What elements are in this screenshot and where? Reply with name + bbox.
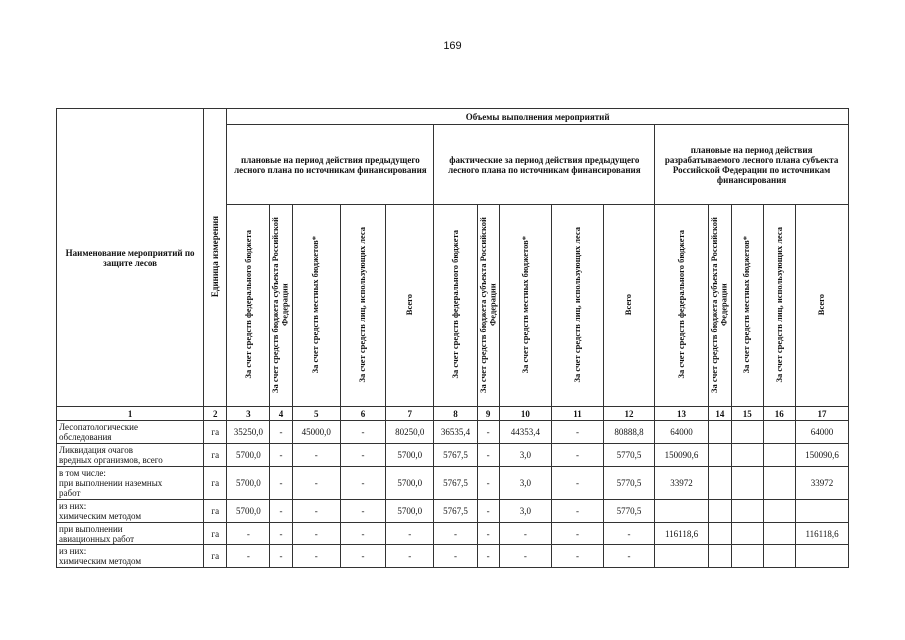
column-number: 17 <box>796 407 849 421</box>
source-column-header: За счет средств федерального бюджета <box>227 204 270 407</box>
table-row <box>57 500 849 523</box>
value-cell <box>708 444 731 467</box>
value-cell: 44353,4 <box>499 421 552 444</box>
table-row <box>57 466 849 499</box>
measure-name-line: Лесопатологические <box>59 422 138 433</box>
measure-name-line: из них: <box>59 546 87 557</box>
value-cell: - <box>340 444 385 467</box>
value-cell: 5770,5 <box>603 444 655 467</box>
value-cell: 3,0 <box>499 500 552 523</box>
value-cell: 5700,0 <box>227 466 270 499</box>
measure-name-line: в том числе: <box>59 467 106 478</box>
value-cell: - <box>477 444 499 467</box>
value-cell <box>731 444 763 467</box>
table-row <box>57 421 849 444</box>
value-cell: 64000 <box>796 421 849 444</box>
value-cell: 116118,6 <box>796 522 849 545</box>
value-cell: - <box>552 444 604 467</box>
value-cell <box>708 522 731 545</box>
value-cell: - <box>552 466 604 499</box>
value-cell <box>763 444 796 467</box>
group-header-actual-previous: фактические за период действия предыдущего лесного плана по источникам финансирования <box>434 125 655 205</box>
value-cell <box>796 545 849 568</box>
unit-cell: га <box>204 421 227 444</box>
value-cell: - <box>552 545 604 568</box>
value-cell <box>796 500 849 523</box>
value-cell: 5767,5 <box>434 444 477 467</box>
value-cell: - <box>292 466 340 499</box>
value-cell: - <box>340 421 385 444</box>
value-cell: - <box>499 545 552 568</box>
column-number: 4 <box>270 407 292 421</box>
value-cell: - <box>227 545 270 568</box>
source-column-header: За счет средств лиц, использующих леса <box>763 204 796 407</box>
value-cell <box>655 500 709 523</box>
column-number: 13 <box>655 407 709 421</box>
value-cell: - <box>386 545 434 568</box>
measure-name-line: химическим методом <box>59 510 142 521</box>
value-cell <box>731 466 763 499</box>
value-cell: - <box>434 522 477 545</box>
measure-name <box>57 500 204 523</box>
value-cell: - <box>292 500 340 523</box>
measure-name-line: при выполнении <box>59 523 123 534</box>
source-column-header: За счет средств бюджета субъекта Российской Федерации <box>270 204 292 407</box>
value-cell <box>708 421 731 444</box>
value-cell: 5767,5 <box>434 500 477 523</box>
value-cell: - <box>270 421 292 444</box>
value-cell: 80888,8 <box>603 421 655 444</box>
source-column-header: Всего <box>796 204 849 407</box>
value-cell: 33972 <box>796 466 849 499</box>
value-cell: 3,0 <box>499 444 552 467</box>
source-column-header: За счет средств лиц, использующих леса <box>340 204 385 407</box>
source-column-header: За счет средств федерального бюджета <box>655 204 709 407</box>
column-number: 2 <box>204 407 227 421</box>
value-cell <box>763 466 796 499</box>
source-column-header: За счет средств бюджета субъекта Российской Федерации <box>477 204 499 407</box>
unit-cell: га <box>204 522 227 545</box>
value-cell: 5700,0 <box>227 444 270 467</box>
value-cell: - <box>434 545 477 568</box>
forest-protection-measures-table <box>56 108 849 568</box>
volumes-header: Объемы выполнения мероприятий <box>227 109 849 125</box>
value-cell: - <box>552 522 604 545</box>
value-cell <box>731 421 763 444</box>
value-cell <box>763 522 796 545</box>
table-row <box>57 522 849 545</box>
column-number: 1 <box>57 407 204 421</box>
value-cell: 45000,0 <box>292 421 340 444</box>
value-cell: - <box>292 522 340 545</box>
value-cell: - <box>340 522 385 545</box>
value-cell: 5700,0 <box>386 466 434 499</box>
measure-name-line: из них: <box>59 500 87 511</box>
column-number: 11 <box>552 407 604 421</box>
value-cell: - <box>477 522 499 545</box>
value-cell: - <box>477 421 499 444</box>
value-cell: 150090,6 <box>796 444 849 467</box>
source-column-header: За счет средств местных бюджетов* <box>731 204 763 407</box>
value-cell: - <box>340 500 385 523</box>
value-cell <box>731 545 763 568</box>
source-column-header: Всего <box>386 204 434 407</box>
value-cell: - <box>292 545 340 568</box>
value-cell: - <box>477 545 499 568</box>
source-column-header: За счет средств местных бюджетов* <box>499 204 552 407</box>
page-number: 169 <box>443 40 462 52</box>
source-column-header: За счет средств федерального бюджета <box>434 204 477 407</box>
column-number: 14 <box>708 407 731 421</box>
source-column-header: За счет средств лиц, использующих леса <box>552 204 604 407</box>
value-cell: - <box>270 500 292 523</box>
value-cell: - <box>270 522 292 545</box>
value-cell: - <box>477 466 499 499</box>
value-cell <box>655 545 709 568</box>
column-number: 12 <box>603 407 655 421</box>
unit-cell: га <box>204 545 227 568</box>
value-cell <box>708 466 731 499</box>
measure-name <box>57 444 204 467</box>
value-cell: 3,0 <box>499 466 552 499</box>
value-cell: 5700,0 <box>386 500 434 523</box>
column-number: 9 <box>477 407 499 421</box>
value-cell: 64000 <box>655 421 709 444</box>
value-cell <box>708 500 731 523</box>
value-cell: 80250,0 <box>386 421 434 444</box>
value-cell: - <box>270 466 292 499</box>
table-row <box>57 545 849 568</box>
measure-name-line: работ <box>59 487 81 498</box>
unit-column-header: Единица измерения <box>204 109 227 407</box>
group-header-planned-new: плановые на период действия разрабатываемого лесного плана субъекта Российской Федерации по источникам финансирования <box>655 125 849 205</box>
value-cell: 5700,0 <box>227 500 270 523</box>
value-cell: 36535,4 <box>434 421 477 444</box>
unit-cell: га <box>204 466 227 499</box>
column-number: 16 <box>763 407 796 421</box>
measure-name-line: авиационных работ <box>59 533 135 544</box>
value-cell: - <box>499 522 552 545</box>
value-cell <box>763 500 796 523</box>
table-row <box>57 444 849 467</box>
column-number: 6 <box>340 407 385 421</box>
measure-name <box>57 545 204 568</box>
value-cell: 35250,0 <box>227 421 270 444</box>
value-cell: 33972 <box>655 466 709 499</box>
column-number: 5 <box>292 407 340 421</box>
value-cell: - <box>270 444 292 467</box>
value-cell: - <box>477 500 499 523</box>
column-number: 15 <box>731 407 763 421</box>
value-cell <box>708 545 731 568</box>
value-cell: - <box>603 522 655 545</box>
value-cell: 5700,0 <box>386 444 434 467</box>
group-header-planned-previous: плановые на период действия предыдущего лесного плана по источникам финансирования <box>227 125 434 205</box>
unit-cell: га <box>204 500 227 523</box>
measure-name <box>57 522 204 545</box>
value-cell: - <box>552 500 604 523</box>
unit-cell: га <box>204 444 227 467</box>
name-column-header: Наименование мероприятий по защите лесов <box>57 109 204 407</box>
value-cell <box>763 421 796 444</box>
value-cell <box>731 522 763 545</box>
value-cell <box>731 500 763 523</box>
value-cell: - <box>603 545 655 568</box>
measure-name-line: химическим методом <box>59 556 142 567</box>
column-number: 3 <box>227 407 270 421</box>
value-cell: 5770,5 <box>603 466 655 499</box>
measure-name-line: вредных организмов, всего <box>59 454 163 465</box>
value-cell: - <box>386 522 434 545</box>
column-number: 10 <box>499 407 552 421</box>
measure-name <box>57 466 204 499</box>
source-column-header: Всего <box>603 204 655 407</box>
value-cell: 5767,5 <box>434 466 477 499</box>
measure-name-line: при выполнении наземных <box>59 477 163 488</box>
value-cell: - <box>340 466 385 499</box>
source-column-header: За счет средств бюджета субъекта Российской Федерации <box>708 204 731 407</box>
value-cell: - <box>227 522 270 545</box>
value-cell <box>763 545 796 568</box>
column-number: 8 <box>434 407 477 421</box>
value-cell: - <box>340 545 385 568</box>
measure-name-line: обследования <box>59 432 112 443</box>
measure-name-line: Ликвидация очагов <box>59 444 133 455</box>
value-cell: 116118,6 <box>655 522 709 545</box>
source-column-header: За счет средств местных бюджетов* <box>292 204 340 407</box>
value-cell: 150090,6 <box>655 444 709 467</box>
value-cell: - <box>552 421 604 444</box>
measure-name <box>57 421 204 444</box>
value-cell: - <box>270 545 292 568</box>
value-cell: 5770,5 <box>603 500 655 523</box>
value-cell: - <box>292 444 340 467</box>
column-number: 7 <box>386 407 434 421</box>
